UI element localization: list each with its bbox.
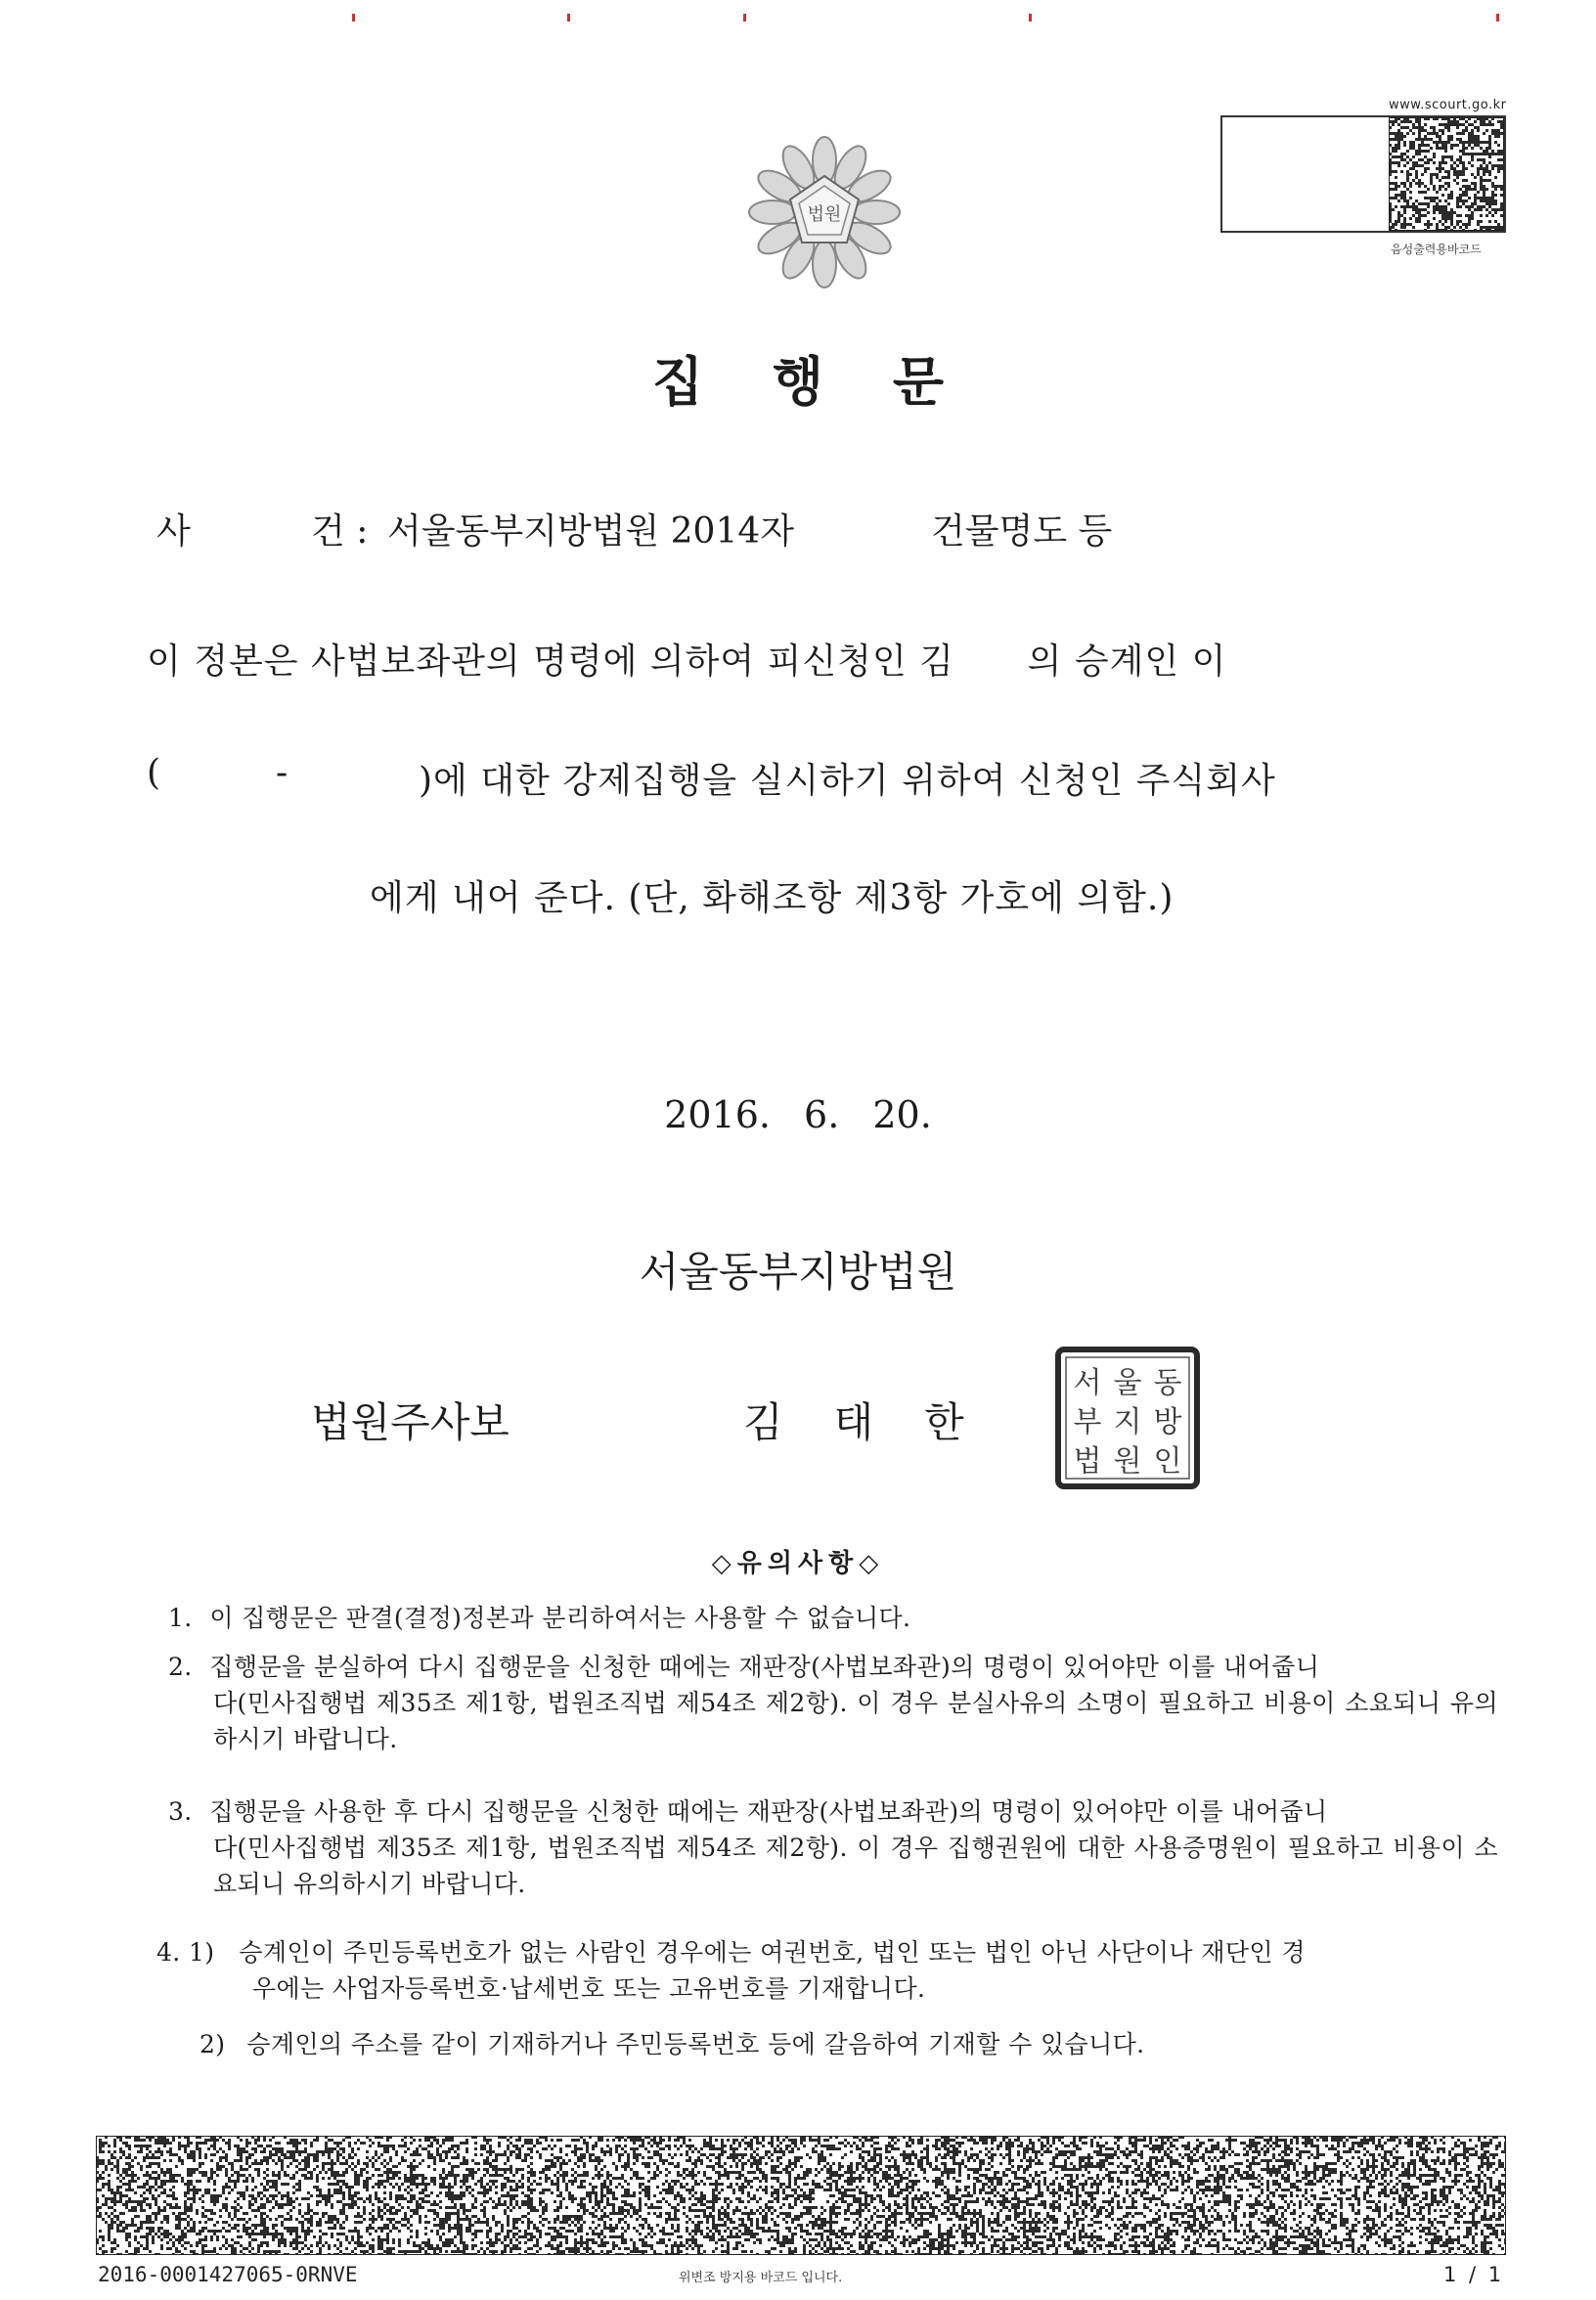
scan-mark (352, 14, 355, 22)
body-line-2-dash: - (276, 753, 289, 793)
emblem-label: 법원 (807, 204, 842, 225)
note-text: 이 집행문은 판결(결정)정본과 분리하여서는 사용할 수 없습니다. (209, 1604, 911, 1632)
svg-text:방: 방 (1153, 1405, 1182, 1439)
anti-forgery-barcode (96, 2136, 1506, 2255)
issue-date: 2016. 6. 20. (664, 1093, 932, 1136)
scan-mark (1029, 14, 1032, 22)
note-item (168, 1600, 910, 1636)
svg-text:동: 동 (1153, 1366, 1182, 1400)
officer-name: 김태한 (743, 1398, 1015, 1446)
2d-barcode (1389, 117, 1504, 231)
notes-heading: ◇유의사항◇ (711, 1549, 885, 1578)
note-number: 3. (168, 1797, 193, 1826)
svg-text:부: 부 (1073, 1405, 1102, 1439)
note-number: 2. (168, 1653, 193, 1681)
svg-text:법: 법 (1073, 1444, 1102, 1479)
note-text: 집행문을 분실하여 다시 집행문을 신청한 때에는 재판장(사법보좌관)의 명령이 있어야만 이를 내어줍니 (209, 1653, 1320, 1681)
note-text-continued: 우에는 사업자등록번호·납세번호 또는 고유번호를 기재합니다. (252, 1974, 926, 2003)
note-text: 집행문을 사용한 후 다시 집행문을 신청한 때에는 재판장(사법보좌관)의 명령이 있어야만 이를 내어줍니 (209, 1797, 1328, 1826)
svg-text:원: 원 (1113, 1444, 1142, 1479)
case-label-part1: 사 (156, 511, 191, 552)
note-text: 승계인이 주민등록번호가 없는 사람인 경우에는 여권번호, 법인 또는 법인 아닌 사단이나 재단인 경 (239, 1938, 1306, 1967)
body-line-3: 에게 내어 준다. (단, 화해조항 제3항 가호에 의함.) (370, 878, 1175, 918)
anti-forgery-caption: 위변조 방지용 바코드 입니다. (679, 2271, 843, 2285)
document-id: 2016-0001427065-0RNVE (98, 2263, 358, 2286)
document-title: 집 행 문 (651, 350, 970, 413)
page-number: 1 / 1 (1443, 2263, 1502, 2286)
note-item (168, 1793, 1498, 1902)
svg-text:지: 지 (1113, 1405, 1142, 1439)
note-item (168, 1649, 1498, 1757)
court-name: 서울동부지방법원 (639, 1248, 957, 1296)
body-line-1: 이 정본은 사법보좌관의 명령에 의하여 피신청인 김 의 승계인 이 (147, 641, 1227, 682)
case-claim: 건물명도 등 (931, 511, 1113, 552)
case-label-part2: 건 : (311, 511, 369, 552)
site-url: www.scourt.go.kr (1389, 98, 1507, 112)
officer-title: 법원주사보 (311, 1398, 510, 1446)
body-line-2-open: ( (147, 753, 162, 793)
note-text: 승계인의 주소를 같이 기재하거나 주민등록번호 등에 갈음하여 기재할 수 있습니다. (246, 2030, 1145, 2058)
note-item (156, 1934, 1498, 2007)
voice-barcode-box (1220, 115, 1506, 233)
note-number: 4. 1) (156, 1938, 215, 1967)
court-emblem (739, 127, 909, 297)
svg-text:서: 서 (1073, 1366, 1102, 1400)
note-number: 2) (200, 2030, 226, 2058)
official-seal-stamp (1054, 1346, 1201, 1490)
case-number: 서울동부지방법원 2014자 (387, 511, 795, 552)
barcode-caption: 음성출력용바코드 (1391, 243, 1482, 256)
note-number: 1. (168, 1604, 193, 1632)
scan-mark (1496, 14, 1499, 22)
body-line-2: )에 대한 강제집행을 실시하기 위하여 신청인 주식회사 (419, 761, 1276, 801)
scan-mark (567, 14, 570, 22)
scan-mark (743, 14, 746, 22)
note-item (200, 2026, 1498, 2062)
note-text-continued: 다(민사집행법 제35조 제1항, 법원조직법 제54조 제2항). 이 경우 분실사유의 소명이 필요하고 비용이 소요되니 유의하시기 바랍니다. (213, 1689, 1498, 1753)
svg-text:울: 울 (1113, 1366, 1142, 1400)
svg-text:인: 인 (1153, 1444, 1182, 1479)
note-text-continued: 다(민사집행법 제35조 제1항, 법원조직법 제54조 제2항). 이 경우 집행권원에 대한 사용증명원이 필요하고 비용이 소요되니 유의하시기 바랍니다. (213, 1834, 1498, 1898)
